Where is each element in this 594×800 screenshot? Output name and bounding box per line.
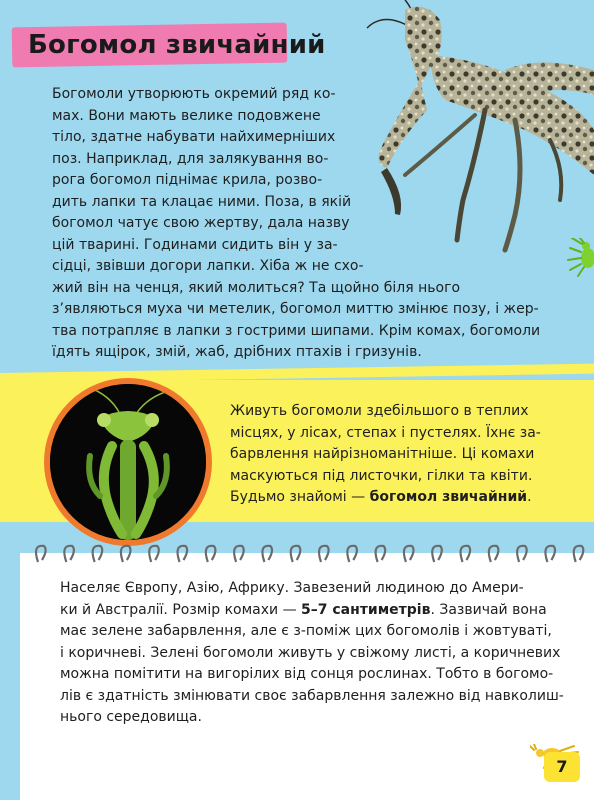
- notebook-rings: [28, 540, 594, 570]
- notes-line-prefix: ки й Австралії. Розмір комахи —: [60, 601, 302, 618]
- notebook-ring: [376, 546, 386, 562]
- notebook-ring: [347, 546, 357, 562]
- intro-line: з’являються муха чи метелик, богомол миттю змінює позу, і жер-: [52, 301, 539, 317]
- page-number: 7: [544, 752, 580, 782]
- intro-line: їдять ящірок, змій, жаб, дрібних птахів і гризунів.: [52, 344, 422, 360]
- notebook-ring: [262, 546, 272, 562]
- habitat-line: маскуються під листочки, гілки та квіти.: [230, 467, 533, 484]
- intro-line: богомол чатує свою жертву, дала назву: [52, 215, 350, 231]
- notes-line: лів є здатність змінювати своє забарвлення залежно від навколиш-: [60, 687, 564, 704]
- intro-line: жий він на ченця, який молиться? Та щойно біля нього: [52, 279, 461, 296]
- mantis-portrait-icon: [50, 384, 206, 540]
- notebook-ring: [64, 546, 74, 562]
- notebook-ring: [404, 546, 414, 562]
- notebook-ring: [319, 546, 329, 562]
- intro-line: дить лапки та клацає ними. Поза, в якій: [52, 193, 352, 210]
- mantis-circle-photo: [44, 378, 212, 546]
- habitat-line: місцях, у лісах, степах і пустелях. Їхнє за-: [230, 424, 541, 441]
- notes-line: нього середовища.: [60, 709, 202, 725]
- notebook-ring: [178, 546, 188, 562]
- habitat-line: [230, 487, 580, 509]
- notes-line: і коричневі. Зелені богомоли живуть у свіжому листі, а коричневих: [60, 644, 561, 661]
- intro-line: тва потрапляє в лапки з гострими шипами. Крім комах, богомоли: [52, 322, 541, 339]
- intro-line: рога богомол піднімає крила, розво-: [52, 172, 323, 188]
- intro-line: сідці, звівши догори лапки. Хіба ж не схо-: [52, 258, 364, 274]
- notebook-ring: [149, 546, 159, 562]
- green-bug-icon: [566, 238, 594, 278]
- notebook-ring: [574, 546, 584, 562]
- notebook-ring: [93, 546, 103, 562]
- notebook-ring: [291, 546, 301, 562]
- notebook-ring: [489, 546, 499, 562]
- habitat-line-suffix: .: [527, 489, 532, 505]
- notes-line: має зелене забарвлення, але є з-поміж цих богомолів і жовтуваті,: [60, 623, 552, 639]
- notebook-ring: [36, 546, 46, 562]
- intro-paragraph: [52, 84, 572, 364]
- habitat-line: барвлення найрізноманітніше. Ці комахи: [230, 446, 535, 462]
- habitat-line-prefix: Будьмо знайомі —: [230, 489, 370, 505]
- notebook-ring: [545, 546, 555, 562]
- notebook-ring: [121, 546, 131, 562]
- notebook-ring: [206, 546, 216, 562]
- habitat-line: Живуть богомоли здебільшого в теплих: [230, 403, 529, 419]
- intro-line: тіло, здатне набувати найхимерніших: [52, 129, 336, 145]
- notes-line: Населяє Європу, Азію, Африку. Завезений людиною до Амери-: [60, 580, 524, 596]
- notes-line-suffix: . Зазвичай вона: [430, 601, 547, 618]
- notes-line: [60, 600, 580, 622]
- notebook-ring: [432, 546, 442, 562]
- size-value: 5–7 сантиметрів: [301, 601, 431, 618]
- notebook-ring: [461, 546, 471, 562]
- intro-line: Богомоли утворюють окремий ряд ко-: [52, 86, 336, 102]
- intro-line: поз. Наприклад, для залякування во-: [52, 150, 329, 167]
- notes-line: можна помітити на вигорілих від сонця рослинах. Тобто в богомо-: [60, 666, 554, 682]
- page-title: Богомол звичайний: [28, 30, 326, 60]
- habitat-paragraph: [230, 401, 580, 509]
- title-block: [0, 22, 380, 72]
- species-name: богомол звичайний: [369, 489, 528, 505]
- notes-paragraph: [60, 578, 580, 729]
- intro-line: мах. Вони мають велике подовжене: [52, 107, 321, 124]
- intro-line: цій тварині. Годинами сидить він у за-: [52, 236, 338, 253]
- notebook-ring: [234, 546, 244, 562]
- notebook-ring: [517, 546, 527, 562]
